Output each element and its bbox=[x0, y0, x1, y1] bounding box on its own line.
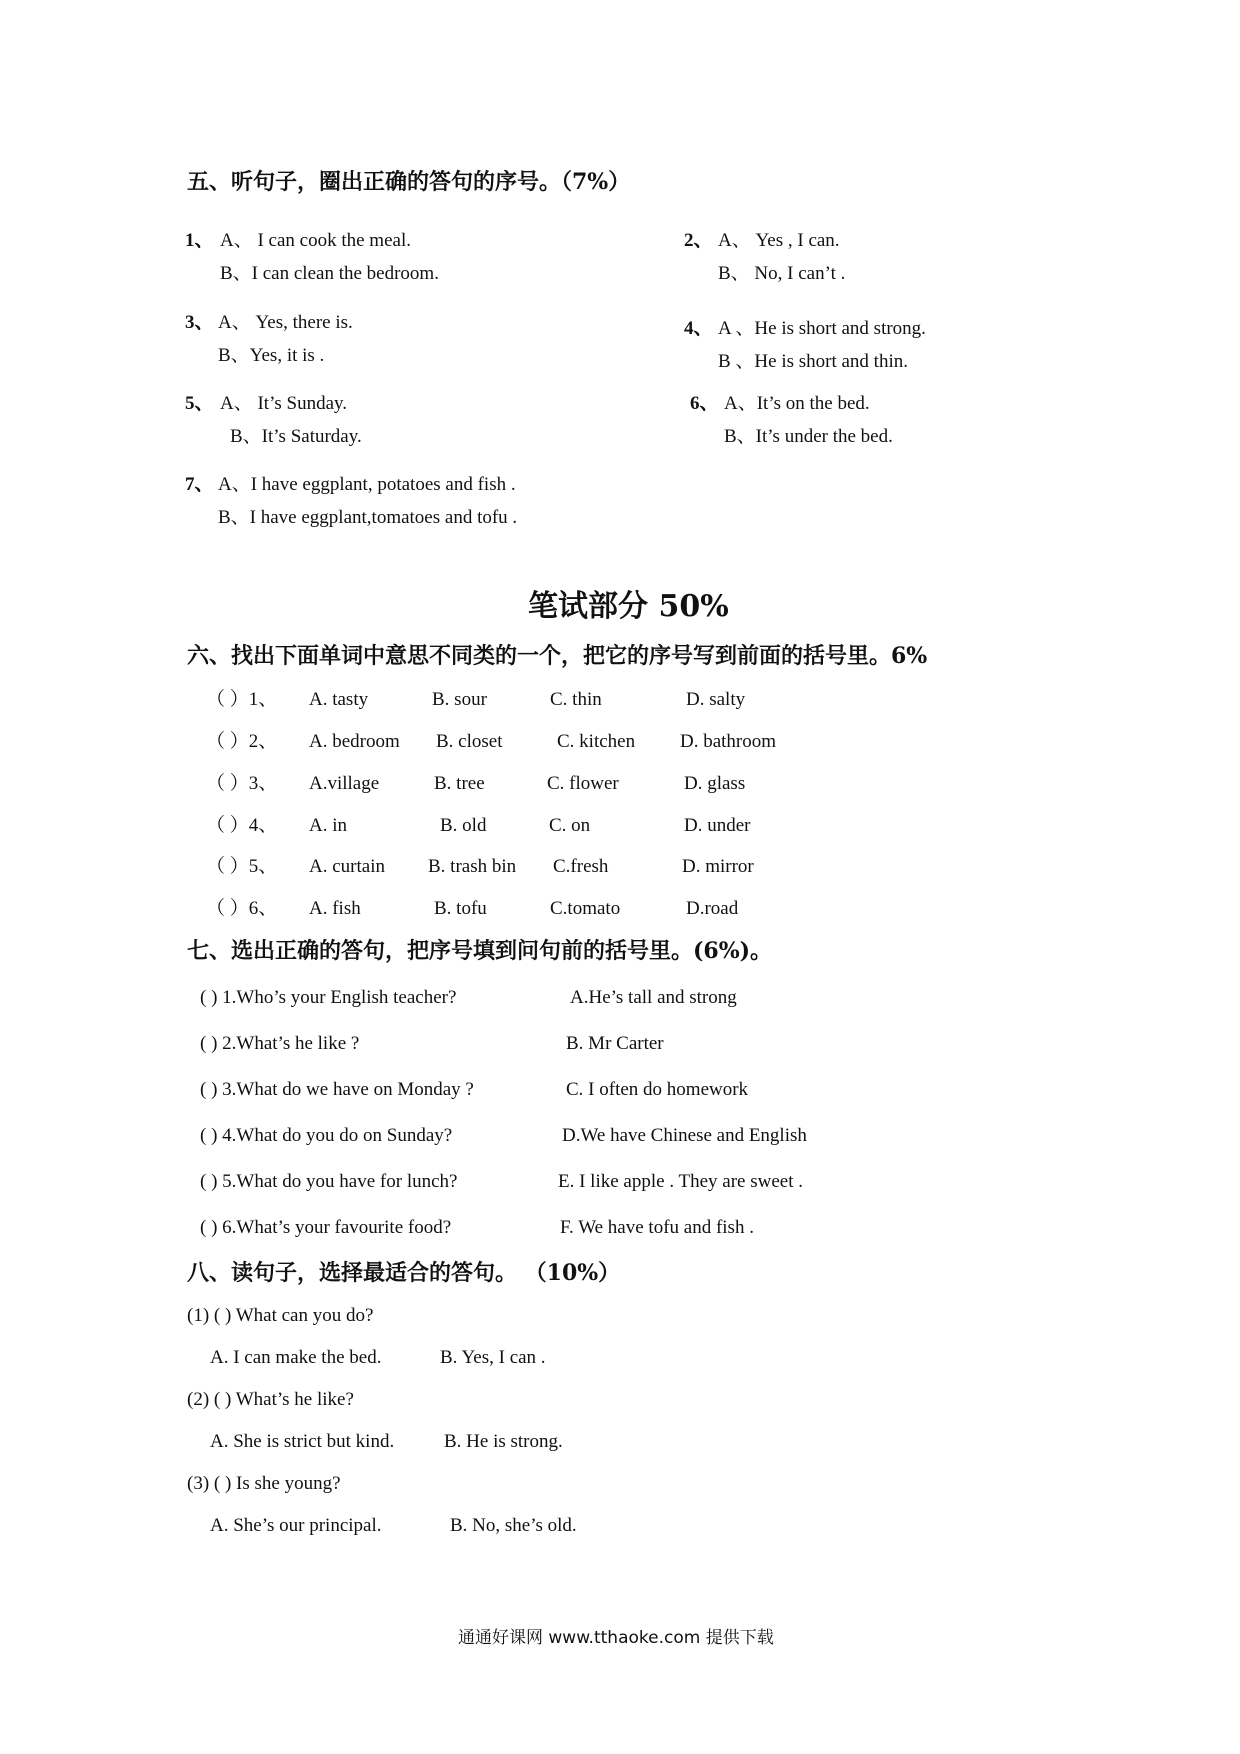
s6-row6-b: B. tofu bbox=[434, 898, 487, 919]
s7-a1: A.He’s tall and strong bbox=[570, 987, 737, 1008]
s6-row4-d: D. under bbox=[684, 815, 751, 836]
s7-q1: ( ) 1.Who’s your English teacher? bbox=[200, 987, 457, 1008]
s6-row1-b: B. sour bbox=[432, 689, 487, 710]
s5-item7-a: A、I have eggplant, potatoes and fish . bbox=[218, 474, 516, 495]
s5-item3-b: B、Yes, it is . bbox=[218, 345, 325, 366]
s7-a2: B. Mr Carter bbox=[566, 1033, 664, 1054]
s5-item1-b: B、I can clean the bedroom. bbox=[220, 263, 439, 284]
s6-row1-c: C. thin bbox=[550, 689, 602, 710]
s5-item4-a: A 、He is short and strong. bbox=[718, 318, 926, 339]
s6-row5-a: A. curtain bbox=[309, 856, 385, 877]
s5-item6-b: B、It’s under the bed. bbox=[724, 426, 893, 447]
s6-row2-d: D. bathroom bbox=[680, 731, 777, 752]
s5-item2-a: A、 Yes , I can. bbox=[718, 230, 840, 251]
s8-q1-a: A. I can make the bed. bbox=[210, 1347, 382, 1368]
s6-row3-a: A.village bbox=[309, 773, 380, 794]
s8-q2: (2) ( ) What’s he like? bbox=[187, 1389, 354, 1410]
s6-row6-d: D.road bbox=[686, 898, 739, 919]
s6-row6-c: C.tomato bbox=[550, 898, 621, 919]
s7-q2: ( ) 2.What’s he like ? bbox=[200, 1033, 360, 1054]
s6-row4-c: C. on bbox=[549, 815, 591, 836]
s5-item7-num: 7、 bbox=[185, 474, 214, 495]
s5-item7-b: B、I have eggplant,tomatoes and tofu . bbox=[218, 507, 518, 528]
s7-q3: ( ) 3.What do we have on Monday ? bbox=[200, 1079, 474, 1100]
written-part-title: 笔试部分 50% bbox=[528, 589, 729, 624]
s6-row5-b: B. trash bin bbox=[428, 856, 517, 877]
s8-q3-a: A. She’s our principal. bbox=[210, 1515, 382, 1536]
s6-row5-c: C.fresh bbox=[553, 856, 609, 877]
s5-item5-b: B、It’s Saturday. bbox=[230, 426, 362, 447]
s5-item3-a: A、 Yes, there is. bbox=[218, 312, 353, 333]
s5-item5-num: 5、 bbox=[185, 393, 214, 414]
section5-title: 五、听句子，圈出正确的答句的序号。（7%） bbox=[187, 169, 631, 195]
s8-q1-b: B. Yes, I can . bbox=[440, 1347, 546, 1368]
s5-item5-a: A、 It’s Sunday. bbox=[220, 393, 348, 414]
s7-a3: C. I often do homework bbox=[566, 1079, 749, 1100]
section8-title: 八、读句子，选择最适合的答句。 （10%） bbox=[187, 1260, 621, 1286]
s5-item1-num: 1、 bbox=[185, 230, 214, 251]
s6-row3-b: B. tree bbox=[434, 773, 485, 794]
s6-row6-num: （ ）6、 bbox=[206, 898, 278, 919]
s8-q1: (1) ( ) What can you do? bbox=[187, 1305, 374, 1326]
s5-item4-b: B 、He is short and thin. bbox=[718, 351, 908, 372]
s7-a5: E. I like apple . They are sweet . bbox=[558, 1171, 803, 1192]
s7-a4: D.We have Chinese and English bbox=[562, 1125, 807, 1146]
s8-q2-b: B. He is strong. bbox=[444, 1431, 563, 1452]
s7-q5: ( ) 5.What do you have for lunch? bbox=[200, 1171, 458, 1192]
s6-row2-c: C. kitchen bbox=[557, 731, 636, 752]
s6-row1-d: D. salty bbox=[686, 689, 746, 710]
s6-row3-d: D. glass bbox=[684, 773, 746, 794]
s6-row1-a: A. tasty bbox=[309, 689, 369, 710]
s8-q3-b: B. No, she’s old. bbox=[450, 1515, 577, 1536]
s5-item3-num: 3、 bbox=[185, 312, 214, 333]
s6-row4-num: （ ）4、 bbox=[206, 815, 278, 836]
s6-row4-a: A. in bbox=[309, 815, 347, 836]
s7-q4: ( ) 4.What do you do on Sunday? bbox=[200, 1125, 453, 1146]
s5-item2-num: 2、 bbox=[684, 230, 713, 251]
s8-q3: (3) ( ) Is she young? bbox=[187, 1473, 341, 1494]
s5-item1-a: A、 I can cook the meal. bbox=[220, 230, 411, 251]
s6-row3-num: （ ）3、 bbox=[206, 773, 278, 794]
s6-row2-b: B. closet bbox=[436, 731, 503, 752]
s6-row2-num: （ ）2、 bbox=[206, 731, 278, 752]
s6-row3-c: C. flower bbox=[547, 773, 619, 794]
page-footer: 通通好课网 www.tthaoke.com 提供下载 bbox=[458, 1628, 774, 1648]
s5-item2-b: B、 No, I can’t . bbox=[718, 263, 846, 284]
s6-row5-num: （ ）5、 bbox=[206, 856, 278, 877]
s7-q6: ( ) 6.What’s your favourite food? bbox=[200, 1217, 452, 1238]
s6-row2-a: A. bedroom bbox=[309, 731, 400, 752]
s5-item6-num: 6、 bbox=[690, 393, 719, 414]
section7-title: 七、选出正确的答句，把序号填到问句前的括号里。(6%)。 bbox=[187, 938, 773, 964]
s5-item4-num: 4、 bbox=[684, 318, 713, 339]
s6-row6-a: A. fish bbox=[309, 898, 361, 919]
section6-title: 六、找出下面单词中意思不同类的一个，把它的序号写到前面的括号里。6% bbox=[187, 643, 928, 669]
s8-q2-a: A. She is strict but kind. bbox=[210, 1431, 395, 1452]
s6-row4-b: B. old bbox=[440, 815, 487, 836]
s6-row5-d: D. mirror bbox=[682, 856, 754, 877]
s5-item6-a: A、It’s on the bed. bbox=[724, 393, 870, 414]
s7-a6: F. We have tofu and fish . bbox=[560, 1217, 754, 1238]
s6-row1-num: （ ）1、 bbox=[206, 689, 278, 710]
